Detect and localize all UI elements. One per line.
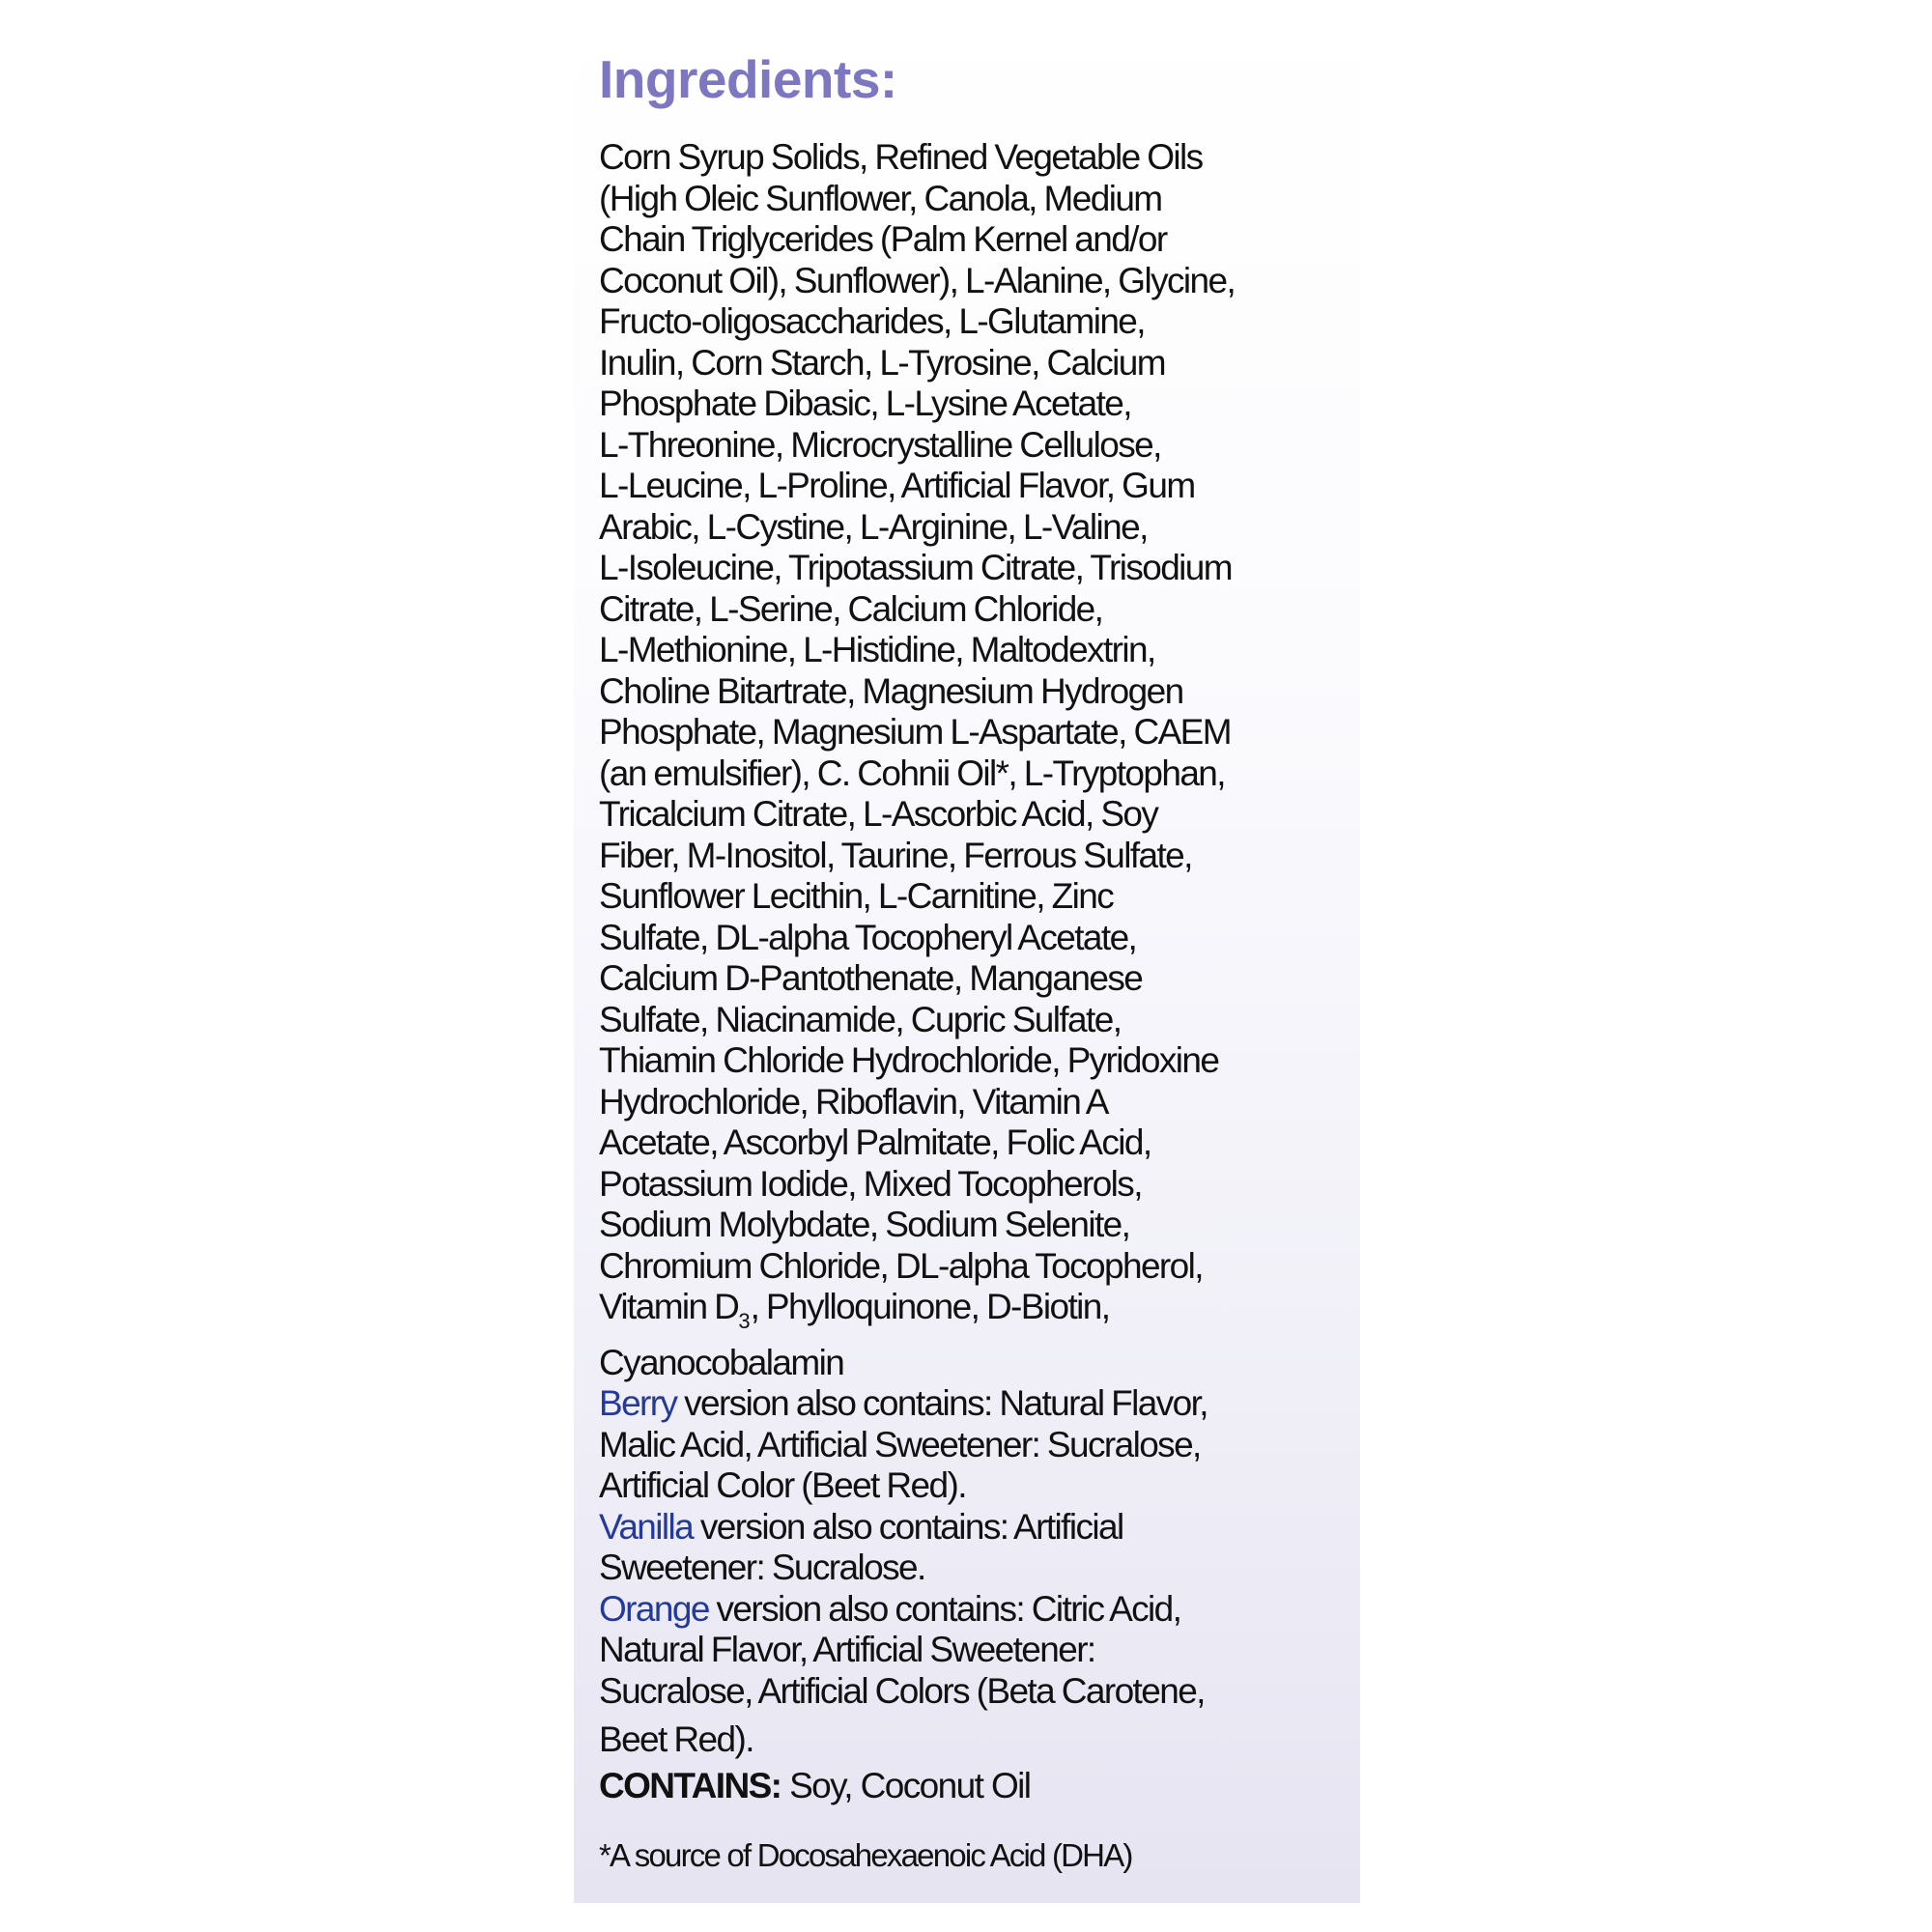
ingredient-line: Potassium Iodide, Mixed Tocopherols, (599, 1163, 1142, 1204)
flavor-name-vanilla: Vanilla (599, 1506, 694, 1547)
ingredient-line: Fructo-oligosaccharides, L-Glutamine, (599, 301, 1145, 341)
ingredient-line: Chromium Chloride, DL-alpha Tocopherol, (599, 1245, 1203, 1286)
ingredient-line: (High Oleic Sunflower, Canola, Medium (599, 178, 1162, 218)
ingredients-title: Ingredients: (599, 49, 897, 109)
flavor-name-berry: Berry (599, 1383, 677, 1423)
ingredient-line: Coconut Oil), Sunflower), L-Alanine, Glycine, (599, 260, 1236, 300)
flavor-note-berry (599, 1383, 1362, 1425)
ingredient-line: Hydrochloride, Riboflavin, Vitamin A (599, 1081, 1108, 1122)
ingredient-line: Cyanocobalamin (599, 1342, 844, 1382)
ingredient-line: (an emulsifier), C. Cohnii Oil*, L-Tryptophan, (599, 753, 1225, 793)
ingredient-line: Corn Syrup Solids, Refined Vegetable Oils (599, 137, 1203, 177)
ingredient-line: Choline Bitartrate, Magnesium Hydrogen (599, 670, 1183, 711)
ingredient-line: Sulfate, Niacinamide, Cupric Sulfate, (599, 999, 1122, 1039)
flavor-line: Sweetener: Sucralose. (599, 1548, 925, 1587)
ingredients-list (599, 137, 1362, 1761)
flavor-line: Natural Flavor, Artificial Sweetener: (599, 1630, 1095, 1669)
ingredient-line: Sunflower Lecithin, L-Carnitine, Zinc (599, 876, 1114, 916)
ingredient-line: Phosphate, Magnesium L-Aspartate, CAEM (599, 712, 1231, 752)
ingredient-line: Thiamin Chloride Hydrochloride, Pyridoxine (599, 1040, 1219, 1080)
contains-value: Soy, Coconut Oil (781, 1766, 1031, 1805)
flavor-note-vanilla (599, 1507, 1362, 1548)
ingredient-line: L-Threonine, Microcrystalline Cellulose, (599, 424, 1161, 465)
ingredient-line: Arabic, L-Cystine, L-Arginine, L-Valine, (599, 506, 1148, 547)
flavor-text: version also contains: Citric Acid, (708, 1588, 1181, 1629)
ingredient-line: L-Isoleucine, Tripotassium Citrate, Trisodium (599, 548, 1232, 587)
flavor-line: Sucralose, Artificial Colors (Beta Carotene, (599, 1670, 1205, 1711)
ingredient-line: Calcium D-Pantothenate, Manganese (599, 958, 1143, 998)
ingredient-line: Phosphate Dibasic, L-Lysine Acetate, (599, 384, 1131, 423)
vitamin-d-prefix: Vitamin D (599, 1287, 739, 1326)
vitamin-d-line (599, 1287, 1362, 1343)
ingredient-line: L-Leucine, L-Proline, Artificial Flavor, Gum (599, 466, 1195, 505)
allergen-statement (599, 1766, 1030, 1806)
ingredient-line: Citrate, L-Serine, Calcium Chloride, (599, 588, 1103, 629)
contains-label: CONTAINS: (599, 1766, 781, 1805)
flavor-line: Artificial Color (Beet Red). (599, 1465, 966, 1505)
flavor-line: Malic Acid, Artificial Sweetener: Sucralose, (599, 1424, 1201, 1464)
ingredient-line: Fiber, M-Inositol, Taurine, Ferrous Sulfate, (599, 835, 1192, 875)
flavor-note-orange (599, 1589, 1362, 1631)
ingredient-line: L-Methionine, L-Histidine, Maltodextrin, (599, 630, 1155, 669)
flavor-text: version also contains: Artificial (693, 1506, 1123, 1547)
flavor-line: Beet Red). (599, 1719, 753, 1759)
ingredient-line: Sodium Molybdate, Sodium Selenite, (599, 1205, 1130, 1244)
vitamin-d-subscript: 3 (738, 1309, 751, 1333)
ingredient-line: Chain Triglycerides (Palm Kernel and/or (599, 219, 1167, 259)
ingredient-line: Tricalcium Citrate, L-Ascorbic Acid, Soy (599, 794, 1158, 834)
footnote: *A source of Docosahexaenoic Acid (DHA) (599, 1837, 1132, 1873)
vitamin-d-suffix: , Phylloquinone, D-Biotin, (750, 1287, 1110, 1326)
ingredient-line: Inulin, Corn Starch, L-Tyrosine, Calcium (599, 342, 1165, 383)
ingredients-panel (574, 0, 1360, 1903)
ingredient-line: Acetate, Ascorbyl Palmitate, Folic Acid, (599, 1122, 1151, 1162)
ingredient-line: Sulfate, DL-alpha Tocopheryl Acetate, (599, 917, 1137, 957)
flavor-name-orange: Orange (599, 1588, 709, 1629)
flavor-text: version also contains: Natural Flavor, (676, 1383, 1208, 1423)
